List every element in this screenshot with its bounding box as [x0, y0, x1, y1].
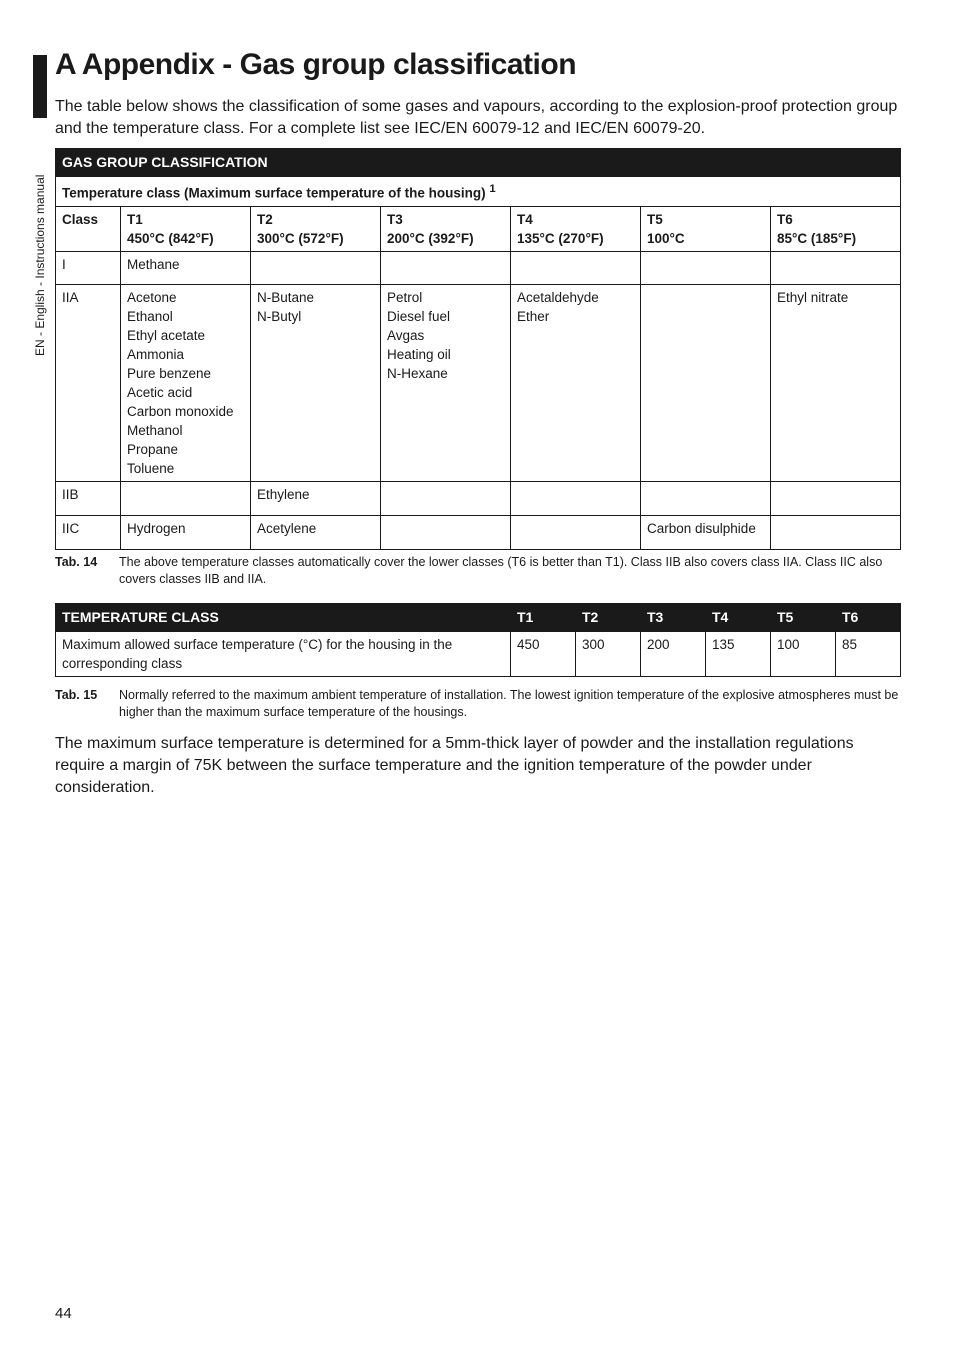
column-code: T1: [127, 211, 143, 227]
column-temperature: 100°C: [647, 230, 685, 246]
gas-cell: [121, 284, 251, 481]
gas-table-subtitle-text: Temperature class (Maximum surface temperature of the housing): [62, 185, 486, 201]
gas-cell: [121, 251, 251, 284]
gas-group-table: [55, 148, 901, 550]
gas-name: Propane: [127, 441, 179, 457]
temp-value-cell: 100: [771, 632, 836, 677]
gas-cell: [641, 251, 771, 284]
gas-cell: [251, 515, 381, 549]
column-code: T2: [257, 211, 273, 227]
temperature-class-header: TEMPERATURE CLASS: [56, 604, 511, 632]
temp-class-header-t5: T5: [771, 604, 836, 632]
class-cell: IIB: [56, 481, 121, 515]
column-temperature: 135°C (270°F): [517, 230, 604, 246]
temp-class-header-t2: T2: [576, 604, 641, 632]
gas-name: N-Hexane: [387, 365, 448, 381]
temperature-class-table: [55, 603, 901, 677]
gas-cell: [771, 284, 901, 481]
table-row: [56, 284, 901, 481]
tab14-caption: [55, 554, 900, 588]
footnote-marker: 1: [489, 183, 496, 195]
gas-name: Heating oil: [387, 346, 451, 362]
temp-class-header-t6: T6: [836, 604, 901, 632]
gas-name: Carbon monoxide: [127, 403, 234, 419]
gas-name: Ethylene: [257, 486, 310, 502]
gas-name: N-Butyl: [257, 308, 302, 324]
page-title: A Appendix - Gas group classification: [55, 48, 577, 81]
gas-name: Avgas: [387, 327, 425, 343]
gas-name: Ether: [517, 308, 550, 324]
gas-cell: [771, 251, 901, 284]
intro-paragraph: The table below shows the classification of some gases and vapours, according to the explosion-proof protection group and the temperature class. For a complete list see IEC/EN 60079-12 and IEC/EN 60079-20.: [55, 98, 898, 137]
temp-class-header-t4: T4: [706, 604, 771, 632]
gas-cell: [251, 284, 381, 481]
temperature-column-header-t2: [251, 206, 381, 251]
class-cell: IIA: [56, 284, 121, 481]
temperature-column-header-t5: [641, 206, 771, 251]
gas-cell: [251, 481, 381, 515]
column-code: T6: [777, 211, 793, 227]
gas-name: Ethanol: [127, 308, 173, 324]
temperature-column-header-t3: [381, 206, 511, 251]
gas-cell: [771, 481, 901, 515]
class-column-header: Class: [56, 206, 121, 251]
gas-cell: [771, 515, 901, 549]
temperature-column-header-t4: [511, 206, 641, 251]
temp-value-cell: 135: [706, 632, 771, 677]
gas-cell: [511, 251, 641, 284]
column-temperature: 300°C (572°F): [257, 230, 344, 246]
gas-name: Toluene: [127, 460, 175, 476]
column-temperature: 85°C (185°F): [777, 230, 857, 246]
temp-value-cell: 85: [836, 632, 901, 677]
gas-cell: [381, 284, 511, 481]
column-code: T3: [387, 211, 403, 227]
temp-class-header-t1: T1: [511, 604, 576, 632]
temp-value-cell: 300: [576, 632, 641, 677]
side-running-label: EN - English - Instructions manual: [33, 174, 47, 356]
class-cell: I: [56, 251, 121, 284]
gas-name: Methane: [127, 256, 180, 272]
gas-name: Diesel fuel: [387, 308, 451, 324]
gas-name: Methanol: [127, 422, 183, 438]
table-row: [56, 251, 901, 284]
temperature-column-header-t1: [121, 206, 251, 251]
temp-class-header-t3: T3: [641, 604, 706, 632]
temperature-column-header-t6: [771, 206, 901, 251]
column-temperature: 200°C (392°F): [387, 230, 474, 246]
tab15-text: Normally referred to the maximum ambient temperature of installation. The lowest ignition temperature of the explosive atmospheres must be higher than the maximum surface temperature of the housings.: [119, 688, 899, 719]
gas-name: N-Butane: [257, 289, 315, 305]
tab14-text: The above temperature classes automatically cover the lower classes (T6 is better than T1). Class IIB also covers class IIA. Class IIC also covers classes IIB and IIA.: [119, 555, 883, 586]
gas-name: Carbon disulphide: [647, 520, 756, 536]
gas-cell: [381, 481, 511, 515]
gas-name: Acetaldehyde: [517, 289, 599, 305]
gas-cell: [121, 481, 251, 515]
tab14-label: Tab. 14: [55, 555, 98, 569]
gas-name: Petrol: [387, 289, 423, 305]
gas-name: Hydrogen: [127, 520, 186, 536]
class-cell: IIC: [56, 515, 121, 549]
column-code: T4: [517, 211, 533, 227]
gas-name: Pure benzene: [127, 365, 212, 381]
temp-value-cell: 450: [511, 632, 576, 677]
table-row: [56, 515, 901, 549]
gas-cell: [511, 481, 641, 515]
gas-name: Acetylene: [257, 520, 317, 536]
table-row: [56, 481, 901, 515]
title-accent-bar: [33, 55, 47, 118]
page-number: 44: [55, 1305, 72, 1322]
tab15-label: Tab. 15: [55, 688, 98, 702]
gas-name: Acetic acid: [127, 384, 193, 400]
gas-cell: [511, 284, 641, 481]
gas-cell: [641, 284, 771, 481]
gas-cell: [641, 481, 771, 515]
gas-name: Acetone: [127, 289, 177, 305]
column-code: T5: [647, 211, 663, 227]
gas-cell: [381, 251, 511, 284]
gas-cell: [251, 251, 381, 284]
temperature-row-label: Maximum allowed surface temperature (°C) for the housing in the corresponding class: [56, 632, 511, 677]
temp-value-cell: 200: [641, 632, 706, 677]
closing-paragraph: The maximum surface temperature is determined for a 5mm-thick layer of powder and the installation regulations require a margin of 75K between the surface temperature and the ignition temperature of the powder under consideration.: [55, 735, 854, 796]
gas-cell: [381, 515, 511, 549]
column-temperature: 450°C (842°F): [127, 230, 214, 246]
gas-name: Ethyl acetate: [127, 327, 206, 343]
tab15-caption: [55, 687, 900, 721]
gas-name: Ammonia: [127, 346, 185, 362]
gas-cell: [641, 515, 771, 549]
gas-table-subtitle: [56, 177, 901, 207]
gas-cell: [121, 515, 251, 549]
gas-table-title: GAS GROUP CLASSIFICATION: [56, 149, 901, 177]
gas-name: Ethyl nitrate: [777, 289, 849, 305]
gas-cell: [511, 515, 641, 549]
